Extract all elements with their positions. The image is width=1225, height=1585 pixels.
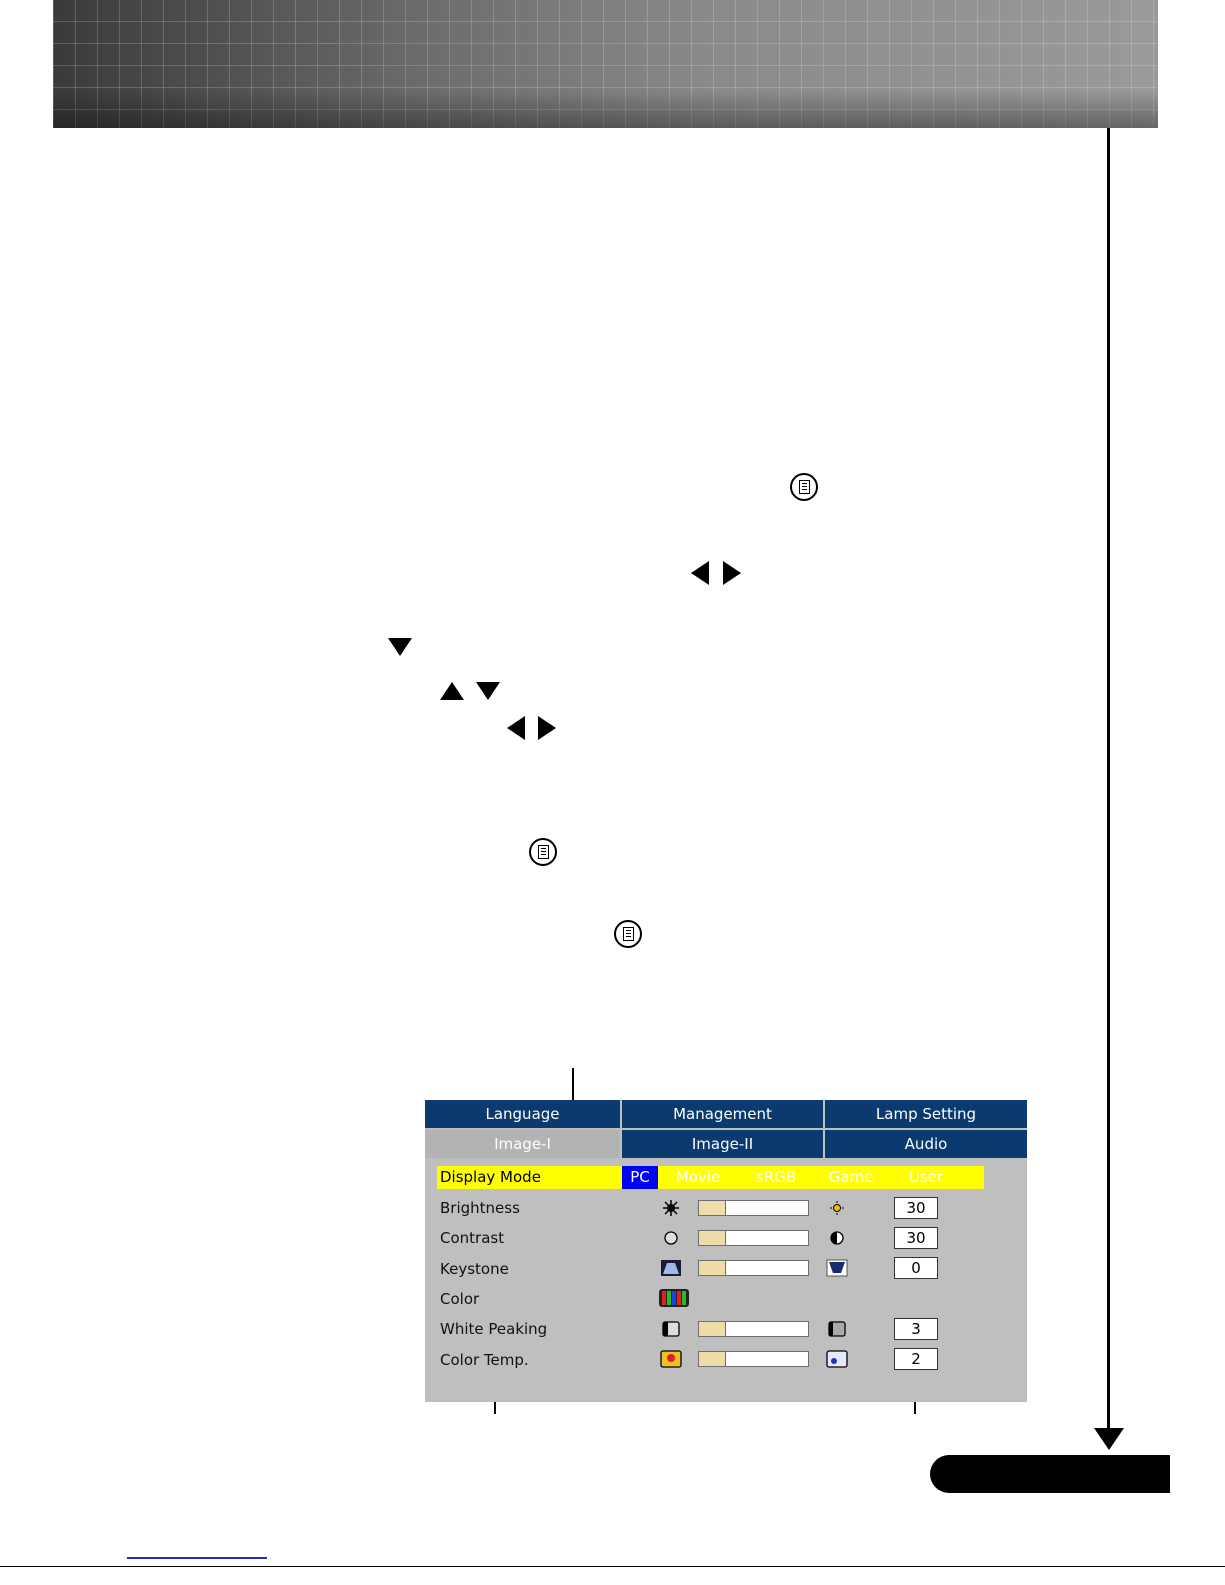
- brightness-slider[interactable]: [698, 1200, 809, 1216]
- contrast-low-icon: [660, 1229, 682, 1247]
- down-arrow-icon: [388, 638, 412, 656]
- down-arrow-icon: [476, 682, 500, 700]
- contrast-slider[interactable]: [698, 1230, 809, 1246]
- tab-management[interactable]: Management: [622, 1100, 823, 1128]
- page-flow-line: [1107, 128, 1110, 1433]
- tab-image-i[interactable]: Image-I: [425, 1130, 620, 1158]
- osd-menu: [425, 1100, 1027, 1402]
- tab-image-ii[interactable]: Image-II: [622, 1130, 823, 1158]
- color-label: Color: [440, 1290, 480, 1308]
- white-peaking-label: White Peaking: [440, 1320, 548, 1338]
- contrast-high-icon: [826, 1229, 848, 1247]
- menu-button-icon: [614, 920, 642, 948]
- keystone-value: 0: [894, 1257, 938, 1279]
- color-icon[interactable]: [658, 1288, 690, 1308]
- tab-audio[interactable]: Audio: [825, 1130, 1027, 1158]
- footer-link-underline[interactable]: [127, 1557, 267, 1559]
- keystone-label: Keystone: [440, 1260, 509, 1278]
- header-banner: [53, 0, 1158, 128]
- color-temp-cool-icon: [826, 1350, 848, 1368]
- white-peaking-high-icon: [826, 1320, 848, 1338]
- keystone-down-icon: [826, 1259, 848, 1277]
- white-peaking-slider[interactable]: [698, 1321, 809, 1337]
- menu-button-icon: [790, 473, 818, 501]
- keystone-up-icon: [660, 1259, 682, 1277]
- keystone-slider[interactable]: [698, 1260, 809, 1276]
- white-peaking-low-icon: [660, 1320, 682, 1338]
- white-peaking-value: 3: [894, 1318, 938, 1340]
- menu-button-icon: [529, 838, 557, 866]
- footer-rule: [0, 1566, 1225, 1567]
- color-temp-value: 2: [894, 1348, 938, 1370]
- mode-option-game[interactable]: Game: [828, 1168, 874, 1186]
- down-arrow-icon: [1094, 1428, 1124, 1450]
- contrast-label: Contrast: [440, 1229, 505, 1247]
- tab-lamp-setting[interactable]: Lamp Setting: [825, 1100, 1027, 1128]
- tab-language[interactable]: Language: [425, 1100, 620, 1128]
- color-temp-warm-icon: [660, 1350, 682, 1368]
- display-mode-row[interactable]: [437, 1166, 984, 1189]
- contrast-value: 30: [894, 1227, 938, 1249]
- up-arrow-icon: [440, 682, 464, 700]
- color-temp-slider[interactable]: [698, 1351, 809, 1367]
- brightness-label: Brightness: [440, 1199, 520, 1217]
- left-arrow-icon: [691, 561, 709, 585]
- page-number-tab: [930, 1455, 1170, 1493]
- mode-option-srgb[interactable]: sRGB: [755, 1168, 797, 1186]
- display-mode-label: Display Mode: [440, 1168, 541, 1186]
- mode-option-user[interactable]: User: [908, 1168, 944, 1186]
- right-arrow-icon: [723, 561, 741, 585]
- right-arrow-icon: [538, 716, 556, 740]
- brightness-low-icon: [660, 1199, 682, 1217]
- left-arrow-icon: [507, 716, 525, 740]
- mode-option-pc[interactable]: PC: [622, 1166, 658, 1189]
- brightness-value: 30: [894, 1197, 938, 1219]
- mode-option-movie[interactable]: Movie: [675, 1168, 721, 1186]
- color-temp-label: Color Temp.: [440, 1351, 529, 1369]
- brightness-high-icon: [826, 1199, 848, 1217]
